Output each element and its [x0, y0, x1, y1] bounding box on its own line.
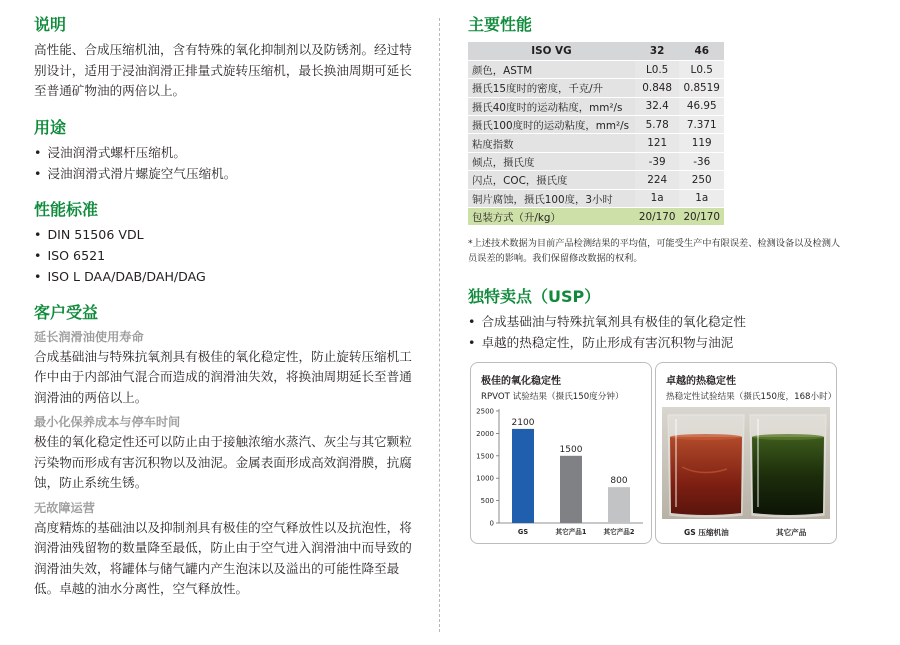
row-value-32: 20/170	[635, 208, 680, 226]
row-value-32: L0.5	[635, 60, 680, 78]
table-row	[468, 60, 724, 78]
list-item: • ISO L DAA/DAB/DAH/DAG	[34, 268, 206, 284]
list-item: • 合成基础油与特殊抗氧剂具有极佳的氧化稳定性	[468, 314, 746, 330]
performance-heading: 主要性能	[468, 15, 533, 34]
table-header-vg32: 32	[635, 42, 680, 60]
oxidation-stability-card	[470, 362, 652, 544]
y-tick-label: 1000	[476, 474, 494, 483]
row-value-32: 1a	[635, 189, 680, 207]
row-label: 倾点，摄氏度	[468, 152, 635, 170]
chart-title: 极佳的氧化稳定性	[481, 376, 561, 387]
row-value-46: 1a	[679, 189, 724, 207]
table-footnote: *上述技术数据为目前产品检测结果的平均值，可能受生产中有限误差、检测设备以及检测人员误差的影响。我们保留修改数据的权利。	[468, 238, 841, 265]
row-value-46: 250	[679, 171, 724, 189]
row-value-32: 32.4	[635, 97, 680, 115]
row-value-32: 121	[635, 134, 680, 152]
right-column	[468, 14, 868, 353]
standards-list	[34, 224, 414, 287]
bar	[512, 429, 534, 523]
beaker-gs-icon	[668, 415, 744, 517]
row-label: 铜片腐蚀，摄氏100度，3小时	[468, 189, 635, 207]
list-item: • 卓越的热稳定性，防止形成有害沉积物与油泥	[468, 335, 734, 351]
bar-value-label: 1500	[559, 444, 583, 455]
benefit-text-1: 合成基础油与特殊抗氧剂具有极佳的氧化稳定性，防止旋转压缩机工作中由于内部油气混合而造成的润滑油失效，将换油周期延长至普通润滑油的两倍以上。	[34, 348, 412, 405]
row-value-46: L0.5	[679, 60, 724, 78]
description-text: 高性能、合成压缩机油，含有特殊的氧化抑制剂以及防锈剂。经过特别设计，适用于浸油润滑正排量式旋转压缩机，最长换油周期可延长至普通矿物油的两倍以上。	[34, 42, 412, 98]
x-tick-label: 其它产品2	[603, 528, 635, 536]
row-label: 摄氏40度时的运动粘度，mm²/s	[468, 97, 635, 115]
list-item: • 浸油润滑式滑片螺旋空气压缩机。	[34, 165, 237, 181]
benefit-subheading-3: 无故障运营	[34, 500, 95, 515]
bar-value-label: 800	[610, 476, 628, 487]
description-heading: 说明	[34, 15, 67, 34]
beaker-other-label: 其它产品	[776, 528, 807, 537]
column-divider	[439, 18, 440, 632]
table-row	[468, 189, 724, 207]
benefit-text-3: 高度精炼的基础油以及抑制剂具有极佳的空气释放性以及抗泡性，将润滑油残留物的数量降至最低，防止由于空气进入润滑油中而导致的润滑油失效，将罐体与储气罐内产生泡沫以及溢出的可能性降至最低。卓越的油水分离性，空气释放性。	[34, 519, 412, 596]
row-value-46: 119	[679, 134, 724, 152]
table-row	[468, 97, 724, 115]
row-label: 摄氏100度时的运动粘度，mm²/s	[468, 116, 635, 134]
performance-table	[468, 42, 724, 226]
photo-subtitle: 热稳定性试验结果（摄氏150度，168小时）	[666, 392, 837, 402]
row-label: 摄氏15度时的密度，千克/升	[468, 79, 635, 97]
y-tick-label: 0	[489, 519, 494, 528]
beaker-other-icon	[750, 415, 826, 517]
table-row-packaging	[468, 208, 724, 226]
benefit-subheading-1: 延长润滑油使用寿命	[34, 329, 144, 344]
y-tick-label: 500	[480, 497, 494, 506]
bar	[608, 487, 630, 523]
row-label: 粘度指数	[468, 134, 635, 152]
beaker-photo	[662, 407, 830, 519]
row-value-32: 0.848	[635, 79, 680, 97]
table-row	[468, 134, 724, 152]
bar	[560, 456, 582, 523]
benefit-subheading-2: 最小化保养成本与停车时间	[34, 415, 181, 429]
row-label: 闪点，COC，摄氏度	[468, 171, 635, 189]
x-tick-label: GS	[517, 528, 529, 536]
beaker-gs-label: GS 压缩机油	[684, 528, 729, 537]
row-value-32: -39	[635, 152, 680, 170]
left-column	[34, 14, 414, 600]
x-tick-label: 其它产品1	[555, 528, 587, 536]
row-value-46: 0.8519	[679, 79, 724, 97]
table-row	[468, 116, 724, 134]
benefit-text-2: 极佳的氧化稳定性还可以防止由于接触浓缩水蒸汽、灰尘与其它颗粒污染物而形成有害沉积物以及油泥。金属表面形成高效润滑膜，抗腐蚀，防止系统生锈。	[34, 434, 412, 490]
usp-list	[468, 311, 868, 353]
row-value-46: -36	[679, 152, 724, 170]
table-row	[468, 171, 724, 189]
table-header-row	[468, 42, 724, 60]
row-value-46: 46.95	[679, 97, 724, 115]
photo-title: 卓越的热稳定性	[666, 376, 736, 387]
rpvot-bar-chart	[471, 363, 653, 545]
benefits-heading: 客户受益	[34, 302, 99, 322]
row-label: 颜色，ASTM	[468, 60, 635, 78]
row-label: 包装方式（升/kg）	[468, 208, 635, 226]
standards-heading: 性能标准	[34, 199, 99, 219]
row-value-32: 5.78	[635, 116, 680, 134]
table-header-label: ISO VG	[468, 42, 635, 60]
table-row	[468, 152, 724, 170]
list-item: • ISO 6521	[34, 247, 106, 263]
thermal-stability-card	[655, 362, 837, 544]
table-row	[468, 79, 724, 97]
y-tick-label: 2000	[476, 429, 494, 438]
row-value-32: 224	[635, 171, 680, 189]
list-item: • 浸油润滑式螺杆压缩机。	[34, 144, 186, 160]
usage-list	[34, 142, 414, 184]
usage-heading: 用途	[34, 117, 67, 137]
usp-heading: 独特卖点（USP）	[468, 287, 601, 307]
row-value-46: 7.371	[679, 116, 724, 134]
y-tick-label: 2500	[476, 407, 494, 416]
row-value-46: 20/170	[679, 208, 724, 226]
list-item: • DIN 51506 VDL	[34, 226, 144, 242]
table-header-vg46: 46	[679, 42, 724, 60]
y-tick-label: 1500	[476, 452, 494, 461]
bar-value-label: 2100	[511, 417, 535, 428]
chart-subtitle: RPVOT 试验结果（摄氏150度分钟）	[481, 392, 624, 402]
